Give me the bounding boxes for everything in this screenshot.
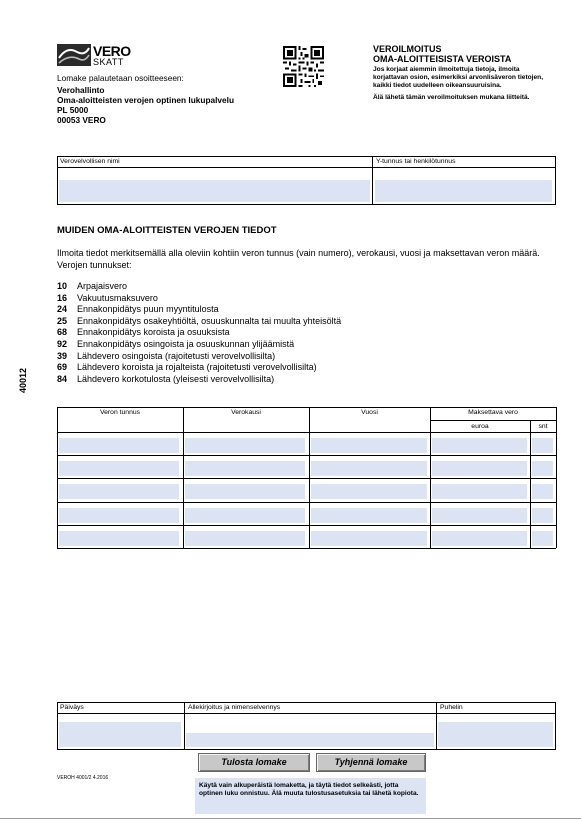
col-period: Verokausi <box>231 409 261 416</box>
page-edge <box>0 818 581 819</box>
euros-field[interactable] <box>432 531 527 546</box>
col-euros: euroa <box>471 423 489 430</box>
divider <box>57 525 556 526</box>
date-field[interactable] <box>59 722 181 747</box>
phone-label: Puhelin <box>440 704 463 711</box>
date-label: Päiväys <box>60 704 84 711</box>
divider <box>57 407 58 548</box>
print-instructions: Käytä vain alkuperäistä lomaketta, ja täytä tiedot selkeästi, jotta optinen luku onnistuu. Älä muuta tulostusasetuksia tai lähetä kopiota. <box>195 778 426 814</box>
attachment-note: Älä lähetä tämän veroilmoituksen mukana liitteitä. <box>373 94 530 101</box>
logo-brand: VERO <box>93 43 131 59</box>
divider <box>309 407 310 548</box>
tax-code-field[interactable] <box>59 484 179 499</box>
form-title: VEROILMOITUS <box>373 44 442 54</box>
divider <box>57 455 556 456</box>
form-title-block <box>373 44 553 102</box>
divider <box>430 407 431 548</box>
tax-code-item: 68 Ennakonpidätys koroista ja osuuksista <box>57 327 230 338</box>
divider <box>556 407 557 548</box>
col-year: Vuosi <box>361 409 378 416</box>
print-form-button[interactable]: Tulosta lomake <box>198 753 310 772</box>
tax-code-field[interactable] <box>59 531 179 546</box>
vero-logo <box>57 44 132 68</box>
divider <box>57 204 556 205</box>
divider <box>430 420 556 421</box>
divider <box>57 432 556 433</box>
year-field[interactable] <box>311 438 427 453</box>
address-line: Verohallinto <box>57 85 105 95</box>
form-subtitle: OMA-ALOITTEISISTA VEROISTA <box>373 54 512 64</box>
divider <box>57 478 556 479</box>
col-tax-code: Veron tunnus <box>99 409 141 416</box>
form-side-code: 40012 <box>18 367 28 393</box>
euros-field[interactable] <box>432 484 527 499</box>
tax-code-item: 25 Ennakonpidätys osakeyhtiöltä, osuuskunnalta tai muulta yhteisöltä <box>57 315 342 326</box>
period-field[interactable] <box>185 508 305 523</box>
year-field[interactable] <box>311 531 427 546</box>
taxpayer-id-label: Y-tunnus tai henkilötunnus <box>376 158 456 165</box>
clear-form-button[interactable]: Tyhjennä lomake <box>316 753 426 772</box>
year-field[interactable] <box>311 461 427 476</box>
address-line: 00053 VERO <box>57 115 106 125</box>
form-code: VEROH 4001/2 4.2016 <box>57 775 109 781</box>
euros-field[interactable] <box>432 508 527 523</box>
taxpayer-id-field[interactable] <box>375 180 552 202</box>
tax-code-list <box>57 281 341 385</box>
euros-field[interactable] <box>432 438 527 453</box>
section-intro: Ilmoita tiedot merkitsemällä alla oleviin kohtiin veron tunnus (vain numero), verokausi, vuosi ja maksettavan veron määrä. Verojen tunnukset: <box>57 248 540 270</box>
divider <box>57 407 556 408</box>
divider <box>57 156 58 205</box>
period-field[interactable] <box>185 461 305 476</box>
signature-label: Allekirjoitus ja nimenselvennys <box>188 704 281 711</box>
tax-code-item: 84 Lähdevero korkotulosta (yleisesti verovelvollisilta) <box>57 373 275 384</box>
tax-code-item: 24 Ennakonpidätys puun myyntitulosta <box>57 304 219 315</box>
cents-field[interactable] <box>532 461 553 476</box>
phone-field[interactable] <box>438 722 553 747</box>
period-field[interactable] <box>185 484 305 499</box>
section-title: MUIDEN OMA-ALOITTEISTEN VEROJEN TIEDOT <box>57 225 277 236</box>
divider <box>183 407 184 548</box>
divider <box>57 167 556 168</box>
address-line: Oma-aloitteisten verojen optinen lukupalvelu <box>57 95 235 105</box>
address-line: PL 5000 <box>57 105 89 115</box>
signature-field[interactable] <box>186 733 434 747</box>
divider <box>372 156 373 205</box>
divider <box>436 702 437 750</box>
taxpayer-name-field[interactable] <box>59 180 370 202</box>
divider <box>57 713 556 714</box>
period-field[interactable] <box>185 531 305 546</box>
return-address-heading: Lomake palautetaan osoitteeseen: <box>57 73 184 83</box>
cents-field[interactable] <box>532 531 553 546</box>
col-amount: Maksettava vero <box>468 409 518 416</box>
tax-code-item: 69 Lähdevero koroista ja rojalteista (rajoitetusti verovelvollisilta) <box>57 362 317 373</box>
divider <box>555 702 556 750</box>
cents-field[interactable] <box>532 484 553 499</box>
tax-code-field[interactable] <box>59 508 179 523</box>
divider <box>555 156 556 205</box>
divider <box>57 749 556 750</box>
vero-logo-icon <box>57 44 91 66</box>
tax-code-item: 92 Ennakonpidätys osingoista ja osuuskunnan ylijäämistä <box>57 338 295 349</box>
tax-code-field[interactable] <box>59 461 179 476</box>
tax-code-field[interactable] <box>59 438 179 453</box>
tax-code-item: 10 Arpajaisvero <box>57 281 128 291</box>
cents-field[interactable] <box>532 438 553 453</box>
qr-code <box>283 46 324 87</box>
year-field[interactable] <box>311 508 427 523</box>
tax-code-item: 16 Vakuutusmaksuvero <box>57 292 158 303</box>
col-cents: snt <box>538 423 548 430</box>
logo-brand-sub: SKATT <box>93 57 124 67</box>
cents-field[interactable] <box>532 508 553 523</box>
return-address <box>57 73 234 125</box>
taxpayer-name-label: Verovelvollisen nimi <box>60 158 120 165</box>
divider <box>57 702 556 703</box>
correction-note: Jos korjaat aiemmin ilmoitettuja tietoja, ilmoita korjattavan osion, esimerkiksi arvonlisäveron tietojen, kaikki tiedot uudelleen oikeansuuruisina. <box>373 66 544 89</box>
tax-code-item: 39 Lähdevero osingoista (rajoitetusti verovelvollisilta) <box>57 350 276 361</box>
year-field[interactable] <box>311 484 427 499</box>
divider <box>57 156 556 157</box>
divider <box>184 702 185 750</box>
period-field[interactable] <box>185 438 305 453</box>
divider <box>57 702 58 750</box>
divider <box>57 548 556 549</box>
divider <box>530 420 531 548</box>
divider <box>57 502 556 503</box>
euros-field[interactable] <box>432 461 527 476</box>
